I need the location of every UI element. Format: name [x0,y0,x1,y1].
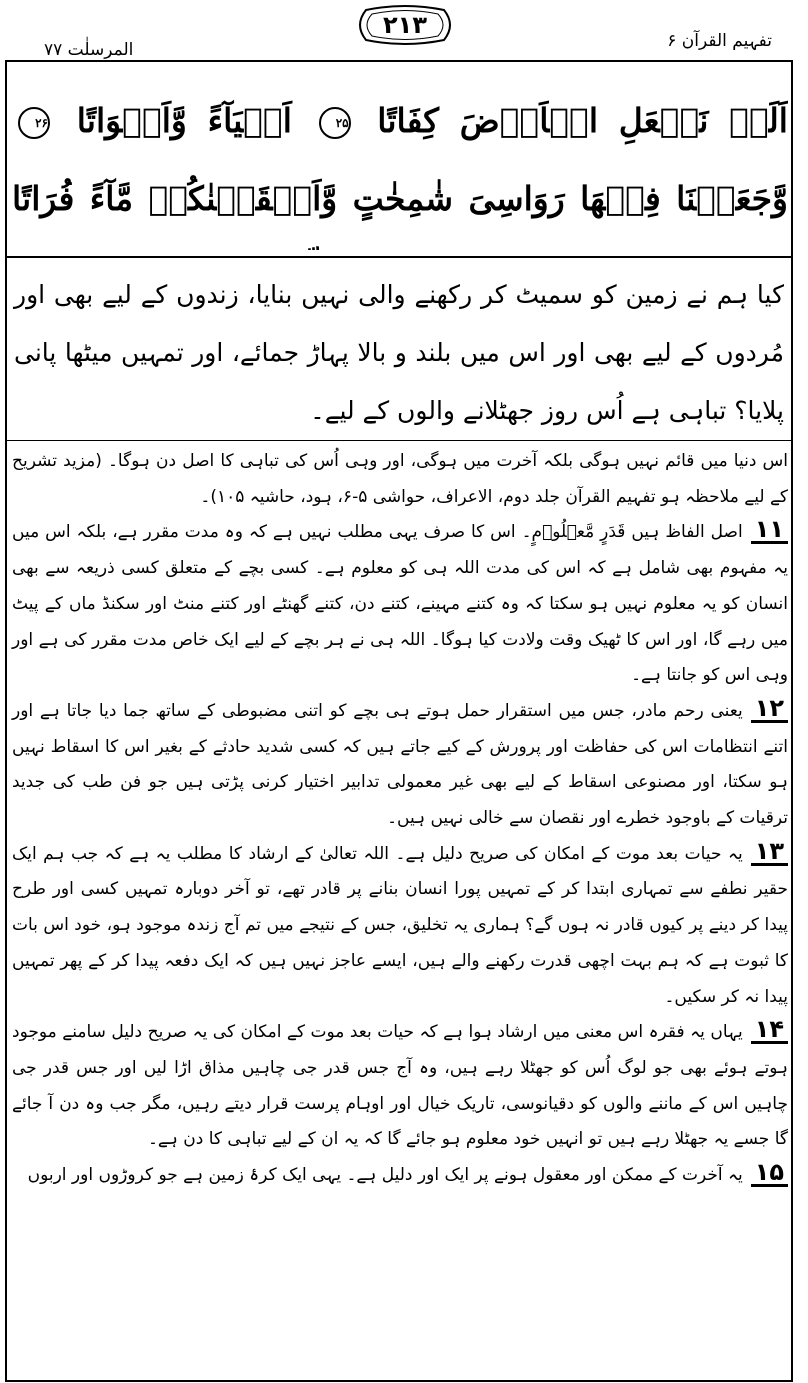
footnote-15 [12,1158,788,1194]
footnote-number: ۱۵ [751,1160,788,1187]
footnote-13 [12,837,788,1016]
page-number-frame [352,4,458,46]
footnote-text: یہ حیات بعد موت کے امکان کی صریح دلیل ہے۔ اللہ تعالیٰ کے ارشاد کا مطلب یہ ہے کہ جب ہم ایک حقیر نطفے سے تمہاری ابتدا کر کے تمہیں پورا انسان بنانے پر قادر تھے، تو آخر دوبارہ تمہیں کسی اور طرح پیدا کر دینے پر کیوں قادر نہ ہوں گے؟ ہماری یہ تخلیق، جس کے نتیجے میں تم آج زندہ موجود ہو، خود اس بات کا ثبوت ہے کہ ہم بہت اچھی قدرت رکھنے والے ہیں، ایسے عاجز نہیں ہیں کہ ایک دفعہ پیدا کر کے پھر تمہیں پیدا نہ کر سکیں۔ [12,843,788,1007]
footnote-12 [12,694,788,837]
book-title-header: تفہیم القرآن ۶ [667,31,772,51]
verse-text: اَحۡيَآءً وَّاَمۡوَاتًا [76,101,292,140]
surah-header: المرسلٰت ۷۷ [44,40,134,60]
divider [6,256,792,258]
footnote-number: ۱۴ [751,1017,788,1044]
arabic-verses [12,82,788,250]
verse-text: وَّجَعَلۡنَا فِيۡهَا رَوَاسِىَ شٰمِخٰتٍ وَّاَسۡقَيۡنٰكُمۡ مَّآءً فُرَاتًا [12,179,788,218]
footnote-number: ۱۱ [751,517,788,544]
footnote-text: یہاں یہ فقرہ اس معنی میں ارشاد ہوا ہے کہ حیات بعد موت کے امکان کی یہ صریح دلیل سامنے موجود ہوتے ہوئے بھی جو لوگ اُس کو جھٹلا رہے ہیں، وہ آج جس قدر جی چاہیں مذاق اڑا لیں اور جس قدر جی چاہیں اس کے ماننے والوں کو دقیانوسی، تاریک خیال اور اوہام پرست قرار دیتے رہیں، مگر جب وہ دن آ جائے گا جسے یہ جھٹلا رہے ہیں تو انہیں خود معلوم ہو جائے گا کہ یہ ان کے لیے تباہی کا دن ہے۔ [12,1022,788,1150]
page-number: ۲۱۳ [383,11,427,39]
footnotes [12,444,788,1194]
footnote-number: ۱۳ [751,839,788,866]
ayah-marker: ۲۵ [319,107,351,139]
footnote-text: یعنی رحم مادر، جس میں استقرار حمل ہوتے ہی بچے کو اتنی مضبوطی کے ساتھ جما دیا جاتا ہے اور اتنے انتظامات اس کی حفاظت اور پرورش کے کیے جاتے ہیں کہ کسی شدید حادثے کے بغیر اس کا اسقاط نہیں ہو سکتا، اور مصنوعی اسقاط کے لیے بھی غیر معمولی تدابیر اختیار کرنی پڑتی ہیں جو فن طب کی جدید ترقیات کے باوجود خطرے اور نقصان سے خالی نہیں ہیں۔ [12,700,788,829]
footnote-11 [12,515,788,694]
divider [6,440,792,441]
footnote-continuation: اس دنیا میں قائم نہیں ہوگی بلکہ آخرت میں ہوگی، اور وہی اُس کی تباہی کا اصل دن ہوگا۔ (مزید تشریح کے لیے ملاحظہ ہو تفہیم القرآن جلد دوم، الاعراف، حواشی ۵-۶، ہود، حاشیہ ۱۰۵)۔ [12,451,788,507]
footnote-number: ۱۲ [751,696,788,723]
footnote-14 [12,1015,788,1158]
footnote-text: اصل الفاظ ہیں قَدَرٍ مَّعۡلُوۡمٍ۔ اس کا صرف یہی مطلب نہیں ہے کہ وہ مدت مقرر ہے، بلکہ اس میں یہ مفہوم بھی شامل ہے کہ اس کی مدت اللہ ہی کو معلوم ہے۔ کسی بچے کے متعلق کسی ذریعہ سے بھی انسان کو یہ معلوم نہیں ہو سکتا کہ وہ کتنے مہینے، کتنے دن، کتنے گھنٹے اور کتنے منٹ اور سکنڈ ماں کے پیٹ میں رہے گا، اور اس کا ٹھیک وقت ولادت کیا ہوگا۔ اللہ ہی نے ہر بچے کے لیے ایک خاص مدت مقرر کی ہے اور وہی اس کو جانتا ہے۔ [12,522,788,686]
verse-text: اَلَمۡ نَجۡعَلِ الۡاَرۡضَ كِفَاتًا [377,101,788,140]
urdu-translation: کیا ہم نے زمین کو سمیٹ کر رکھنے والی نہیں بنایا، زندوں کے لیے بھی اور مُردوں کے لیے بھی اور اس میں بلند و بالا پہاڑ جمائے، اور تمہیں میٹھا پانی پلایا؟ تباہی ہے اُس روز جھٹلانے والوں کے لیے۔ [14,280,784,425]
ayah-marker: ۲۶ [18,107,50,139]
footnote-text: یہ آخرت کے ممکن اور معقول ہونے پر ایک اور دلیل ہے۔ یہی ایک کرۂ زمین ہے جو کروڑوں اور اربوں [27,1165,743,1186]
